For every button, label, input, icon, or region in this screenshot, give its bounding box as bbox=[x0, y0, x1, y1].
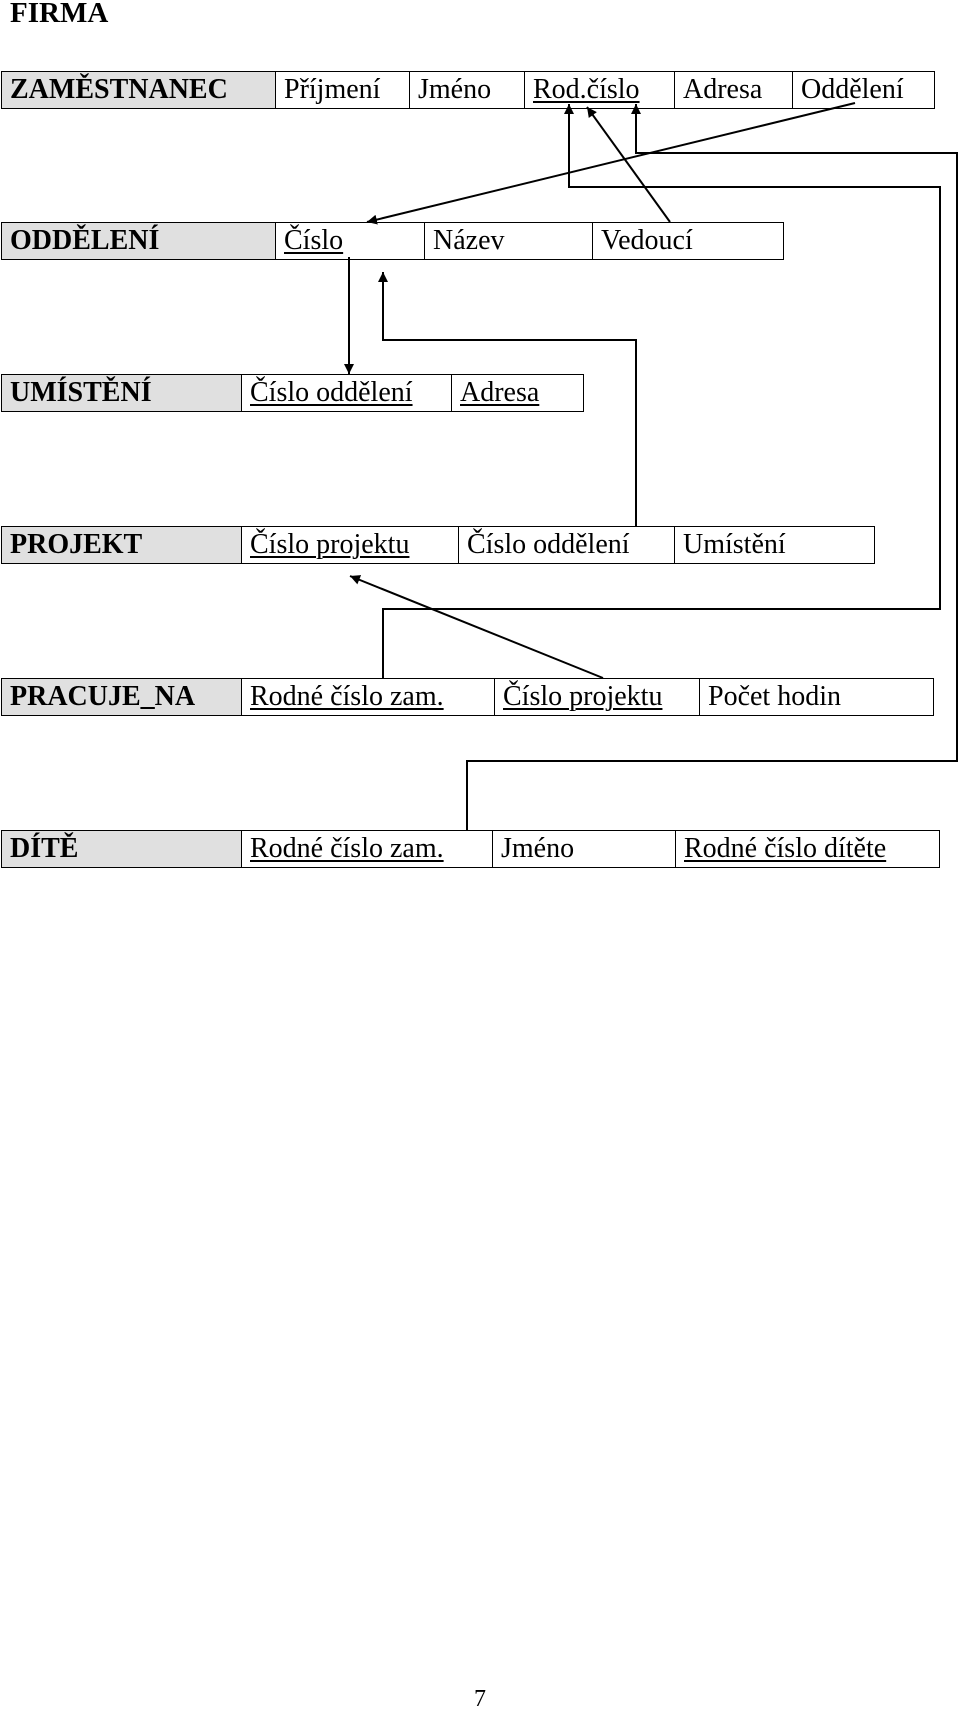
relation-name: UMÍSTĚNÍ bbox=[2, 375, 242, 411]
attribute-cell: Adresa bbox=[675, 72, 793, 108]
attribute-cell: Počet hodin bbox=[708, 681, 841, 712]
primary-key-cell: Adresa bbox=[460, 377, 540, 408]
attribute-cell: Oddělení bbox=[801, 74, 904, 105]
attribute-cell: Umístění bbox=[683, 529, 786, 560]
page-number: 7 bbox=[474, 1686, 486, 1712]
fk-arrow-dite-zamestnanec bbox=[467, 104, 957, 830]
fk-arrow-projekt-oddeleni bbox=[383, 272, 636, 526]
fk-arrow-zamestnanec-oddeleni bbox=[367, 103, 855, 222]
relation-name: PRACUJE_NA bbox=[2, 679, 242, 715]
attribute-cell: Příjmení bbox=[276, 72, 410, 108]
attribute-cell: Název bbox=[425, 223, 593, 259]
attribute-cell: Jméno bbox=[493, 831, 676, 867]
fk-arrow-pracuje-zamestnanec bbox=[383, 104, 940, 678]
primary-key-cell: Rodné číslo dítěte bbox=[684, 833, 887, 864]
attribute-cell: Jméno bbox=[410, 72, 525, 108]
attribute-cell: Vedoucí bbox=[601, 225, 693, 256]
attribute-cell: Číslo oddělení bbox=[459, 527, 675, 563]
primary-key-cell: Rodné číslo zam. bbox=[242, 679, 495, 715]
diagram-title: FIRMA bbox=[10, 0, 109, 29]
primary-key-cell: Rod.číslo bbox=[525, 72, 675, 108]
primary-key-cell: Číslo oddělení bbox=[242, 375, 452, 411]
primary-key-cell: Číslo projektu bbox=[242, 527, 459, 563]
primary-key-cell: Číslo bbox=[276, 223, 425, 259]
primary-key-cell: Rodné číslo zam. bbox=[242, 831, 493, 867]
relation-name: ODDĚLENÍ bbox=[2, 223, 276, 259]
relation-name: PROJEKT bbox=[2, 527, 242, 563]
primary-key-cell: Číslo projektu bbox=[495, 679, 700, 715]
fk-arrow-pracuje-projekt bbox=[350, 576, 603, 678]
relation-name: ZAMĚSTNANEC bbox=[2, 72, 276, 108]
relation-name: DÍTĚ bbox=[2, 831, 242, 867]
